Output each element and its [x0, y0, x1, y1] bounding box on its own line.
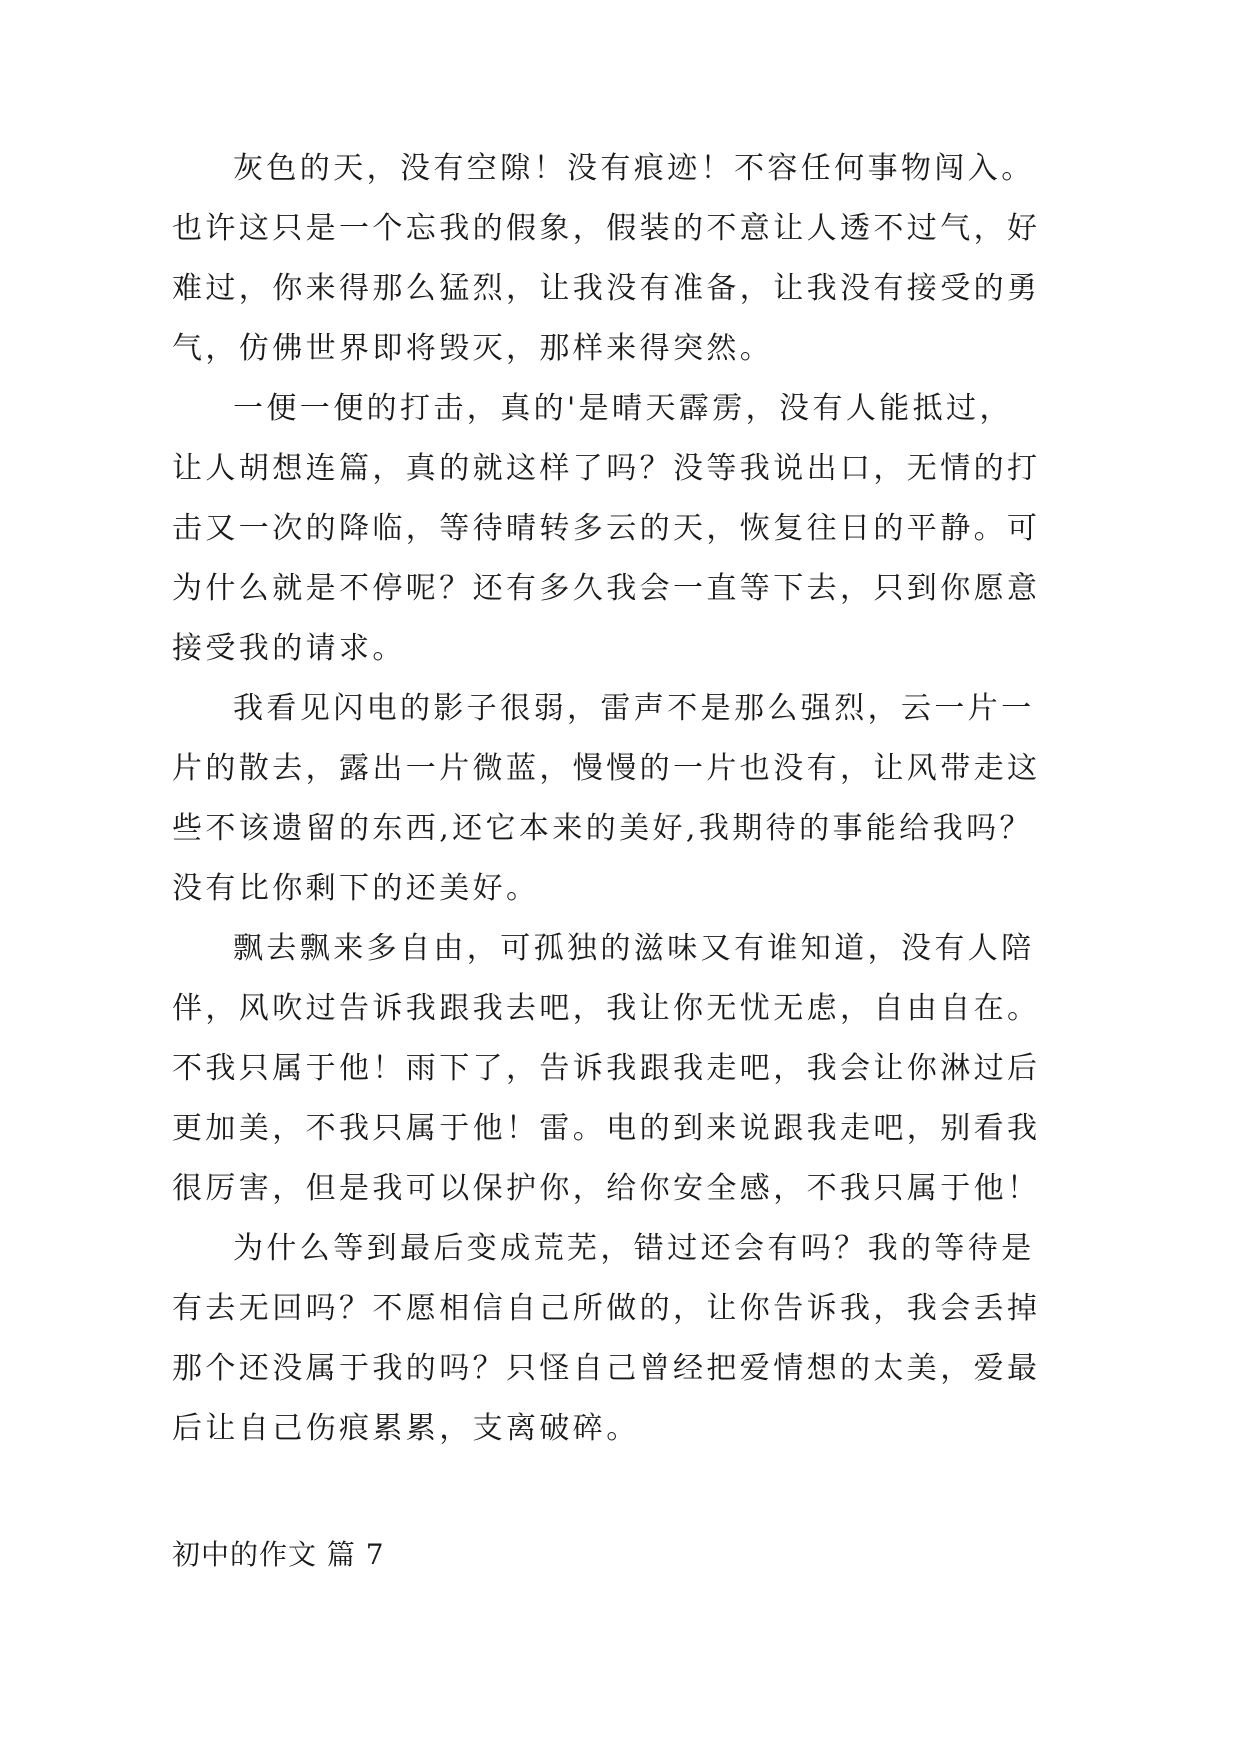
paragraph-5-line-1: 为什么等到最后变成荒芜，错过还会有吗？我的等待是 — [233, 1231, 1035, 1266]
paragraph-2-line-4: 为什么就是不停呢？还有多久我会一直等下去，只到你愿意 — [172, 571, 1041, 606]
section-heading: 初中的作文 篇 7 — [172, 1538, 385, 1571]
paragraph-3-line-4: 没有比你剩下的还美好。 — [172, 871, 540, 906]
paragraph-5-line-2: 有去无回吗？不愿相信自己所做的，让你告诉我，我会丢掉 — [172, 1291, 1041, 1326]
paragraph-4-line-3: 不我只属于他！雨下了，告诉我跟我走吧，我会让你淋过后 — [172, 1051, 1041, 1086]
paragraph-1-line-3: 难过，你来得那么猛烈，让我没有准备，让我没有接受的勇 — [172, 271, 1041, 306]
paragraph-2-line-2: 让人胡想连篇，真的就这样了吗？没等我说出口，无情的打 — [172, 451, 1041, 486]
paragraph-1-line-1: 灰色的天，没有空隙！没有痕迹！不容任何事物闯入。 — [233, 151, 1035, 186]
paragraph-4-line-1: 飘去飘来多自由，可孤独的滋味又有谁知道，没有人陪 — [233, 931, 1035, 966]
paragraph-4-line-2: 伴，风吹过告诉我跟我去吧，我让你无忧无虑，自由自在。 — [172, 991, 1041, 1026]
paragraph-4-line-5: 很厉害，但是我可以保护你，给你安全感，不我只属于他！ — [172, 1171, 1041, 1206]
paragraph-3-line-3: 些不该遗留的东西,还它本来的美好,我期待的事能给我吗？ — [172, 811, 1033, 846]
paragraph-2-line-5: 接受我的请求。 — [172, 631, 406, 666]
paragraph-5-line-4: 后让自己伤痕累累，支离破碎。 — [172, 1411, 640, 1446]
paragraph-3-line-2: 片的散去，露出一片微蓝，慢慢的一片也没有，让风带走这 — [172, 751, 1041, 786]
paragraph-4-line-4: 更加美，不我只属于他！雷。电的到来说跟我走吧，别看我 — [172, 1111, 1041, 1146]
paragraph-5-line-3: 那个还没属于我的吗？只怪自己曾经把爱情想的太美，爱最 — [172, 1351, 1041, 1386]
paragraph-1-line-2: 也许这只是一个忘我的假象，假装的不意让人透不过气，好 — [172, 211, 1041, 246]
paragraph-2-line-3: 击又一次的降临，等待晴转多云的天，恢复往日的平静。可 — [172, 511, 1041, 546]
paragraph-1-line-4: 气，仿佛世界即将毁灭，那样来得突然。 — [172, 331, 774, 366]
paragraph-3-line-1: 我看见闪电的影子很弱，雷声不是那么强烈，云一片一 — [233, 691, 1035, 726]
paragraph-2-line-1: 一便一便的打击，真的'是晴天霹雳，没有人能抵过， — [233, 391, 1013, 426]
